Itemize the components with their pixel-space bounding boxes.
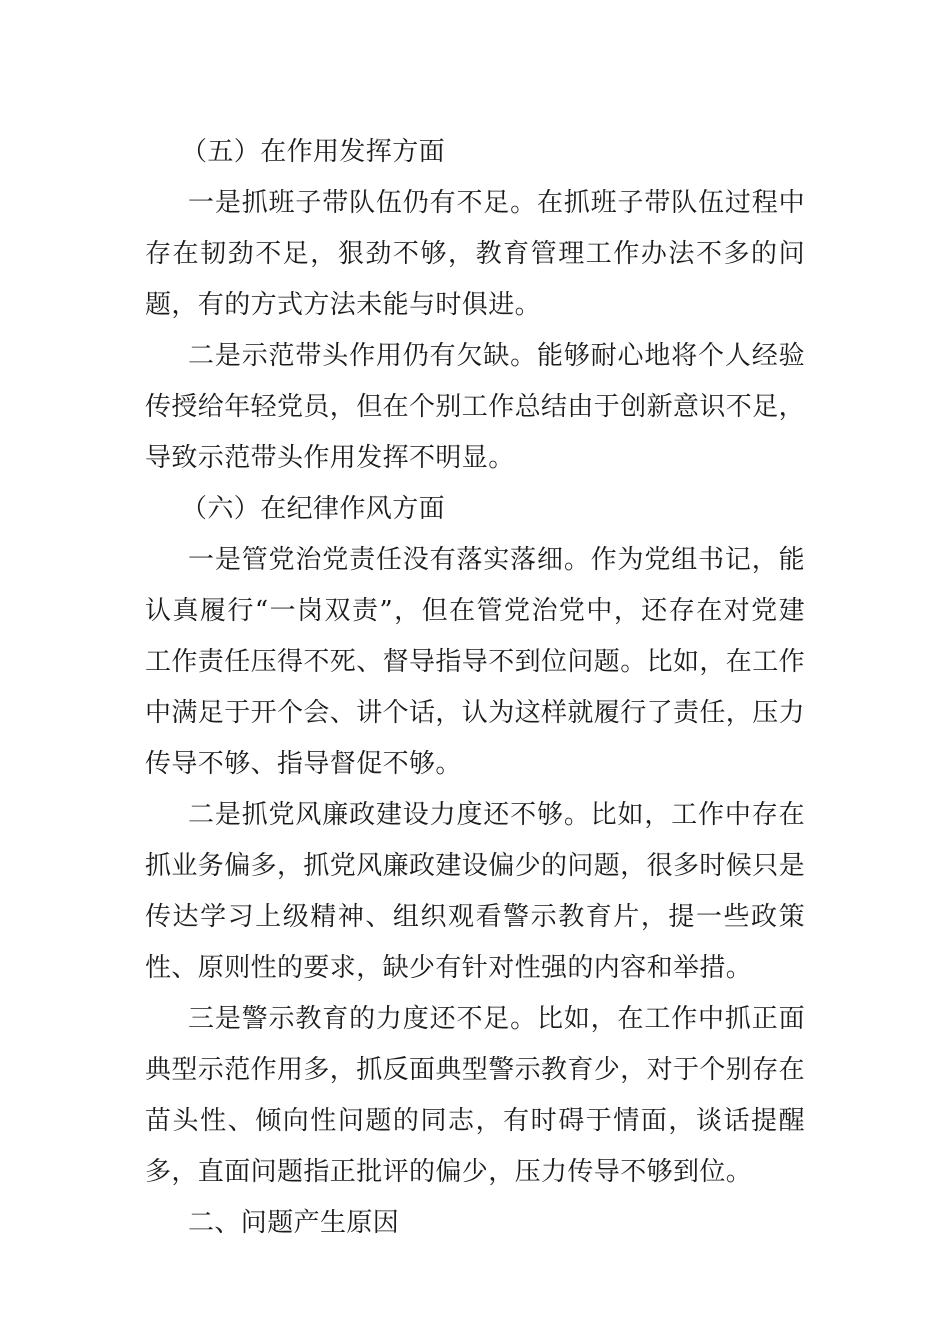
section-heading-6: （六）在纪律作风方面 [181, 494, 446, 524]
paragraph-team-building: 一是抓班子带队伍仍有不足。在抓班子带队伍过程中存在韧劲不足，狠劲不够，教育管理工作办法不多的问题，有的方式方法未能与时俱进。 [145, 188, 805, 320]
paragraph-party-governance: 一是管党治党责任没有落实落细。作为党组书记，能认真履行“一岗双责”，但在管党治党中，还存在对党建工作责任压得不死、督导指导不到位问题。比如，在工作中满足于开个会、讲个话，认为这样就履行了责任，压力传导不够、指导督促不够。 [145, 545, 806, 779]
section-heading-5: （五）在作用发挥方面 [181, 137, 446, 167]
section-heading-causes: 二、问题产生原因 [188, 1208, 400, 1238]
paragraph-exemplary-role: 二是示范带头作用仍有欠缺。能够耐心地将个人经验传授给年轻党员，但在个别工作总结由于创新意识不足，导致示范带头作用发挥不明显。 [145, 341, 806, 473]
paragraph-warning-education: 三是警示教育的力度还不足。比如，在工作中抓正面典型示范作用多，抓反面典型警示教育少，对于个别存在苗头性、倾向性问题的同志，有时碍于情面，谈话提醒多，直面问题指正批评的偏少，压力传导不够到位。 [145, 1004, 806, 1187]
document-body [145, 127, 805, 1249]
paragraph-integrity-building: 二是抓党风廉政建设力度还不够。比如，工作中存在抓业务偏多，抓党风廉政建设偏少的问题，很多时候只是传达学习上级精神、组织观看警示教育片，提一些政策性、原则性的要求，缺少有针对性强的内容和举措。 [145, 800, 806, 983]
